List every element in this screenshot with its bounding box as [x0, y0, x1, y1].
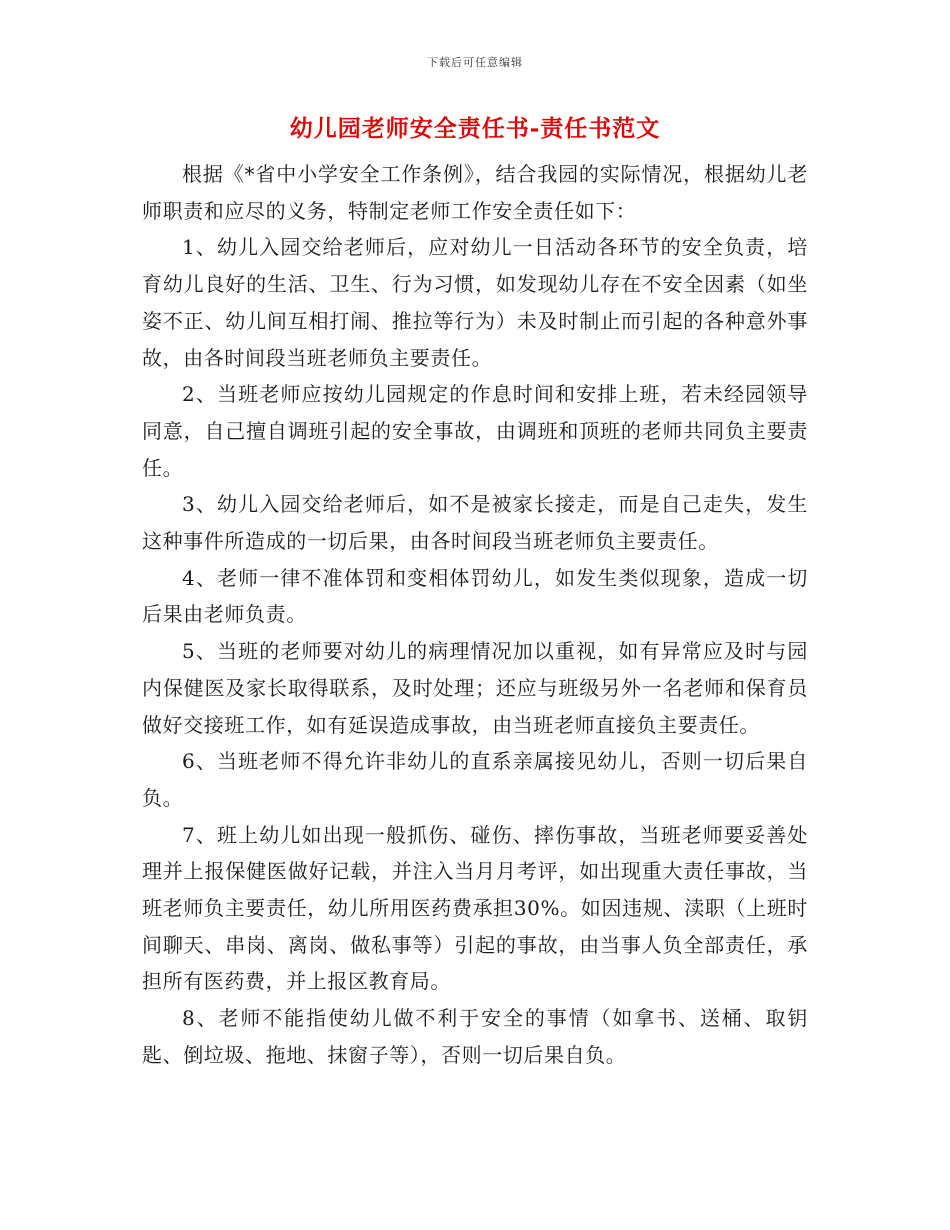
clause-7-paragraph: 7、班上幼儿如出现一般抓伤、碰伤、摔伤事故，当班老师要妥善处理并上报保健医做好记载，并注入当月月考评，如出现重大责任事故，当班老师负主要责任，幼儿所用医药费承担30%。如因违规、渎职（上班时间聊天、串岗、离岗、做私事等）引起的事故，由当事人负全部责任，承担所有医药费，并上报区教育局。 [142, 822, 808, 994]
clause-6-paragraph: 6、当班老师不得允许非幼儿的直系亲属接见幼儿，否则一切后果自负。 [142, 749, 808, 810]
clause-2-paragraph: 2、当班老师应按幼儿园规定的作息时间和安排上班，若未经园领导同意，自己擅自调班引起的安全事故，由调班和顶班的老师共同负主要责任。 [142, 382, 808, 480]
clause-4-paragraph: 4、老师一律不准体罚和变相体罚幼儿，如发生类似现象，造成一切后果由老师负责。 [142, 565, 808, 627]
clause-3-paragraph: 3、幼儿入园交给老师后，如不是被家长接走，而是自己走失，发生这种事件所造成的一切后果，由各时间段当班老师负主要责任。 [142, 492, 808, 554]
document-title: 幼儿园老师安全责任书-责任书范文 [289, 115, 661, 142]
clause-5-paragraph: 5、当班的老师要对幼儿的病理情况加以重视，如有异常应及时与园内保健医及家长取得联系，及时处理；还应与班级另外一名老师和保育员做好交接班工作，如有延误造成事故，由当班老师直接负主要责任。 [142, 639, 808, 737]
document-body [142, 156, 808, 1074]
header-note: 下载后可任意编辑 [427, 56, 523, 69]
clause-1-paragraph: 1、幼儿入园交给老师后，应对幼儿一日活动各环节的安全负责，培育幼儿良好的生活、卫生、行为习惯，如发现幼儿存在不安全因素（如坐姿不正、幼儿间互相打闹、推拉等行为）未及时制止而引起的各种意外事故，由各时间段当班老师负主要责任。 [142, 235, 808, 370]
clause-8-paragraph: 8、老师不能指使幼儿做不利于安全的事情（如拿书、送桶、取钥匙、倒垃圾、拖地、抹窗子等），否则一切后果自负。 [142, 1006, 808, 1067]
intro-paragraph: 根据《*省中小学安全工作条例》，结合我园的实际情况，根据幼儿老师职责和应尽的义务，特制定老师工作安全责任如下： [142, 162, 808, 223]
